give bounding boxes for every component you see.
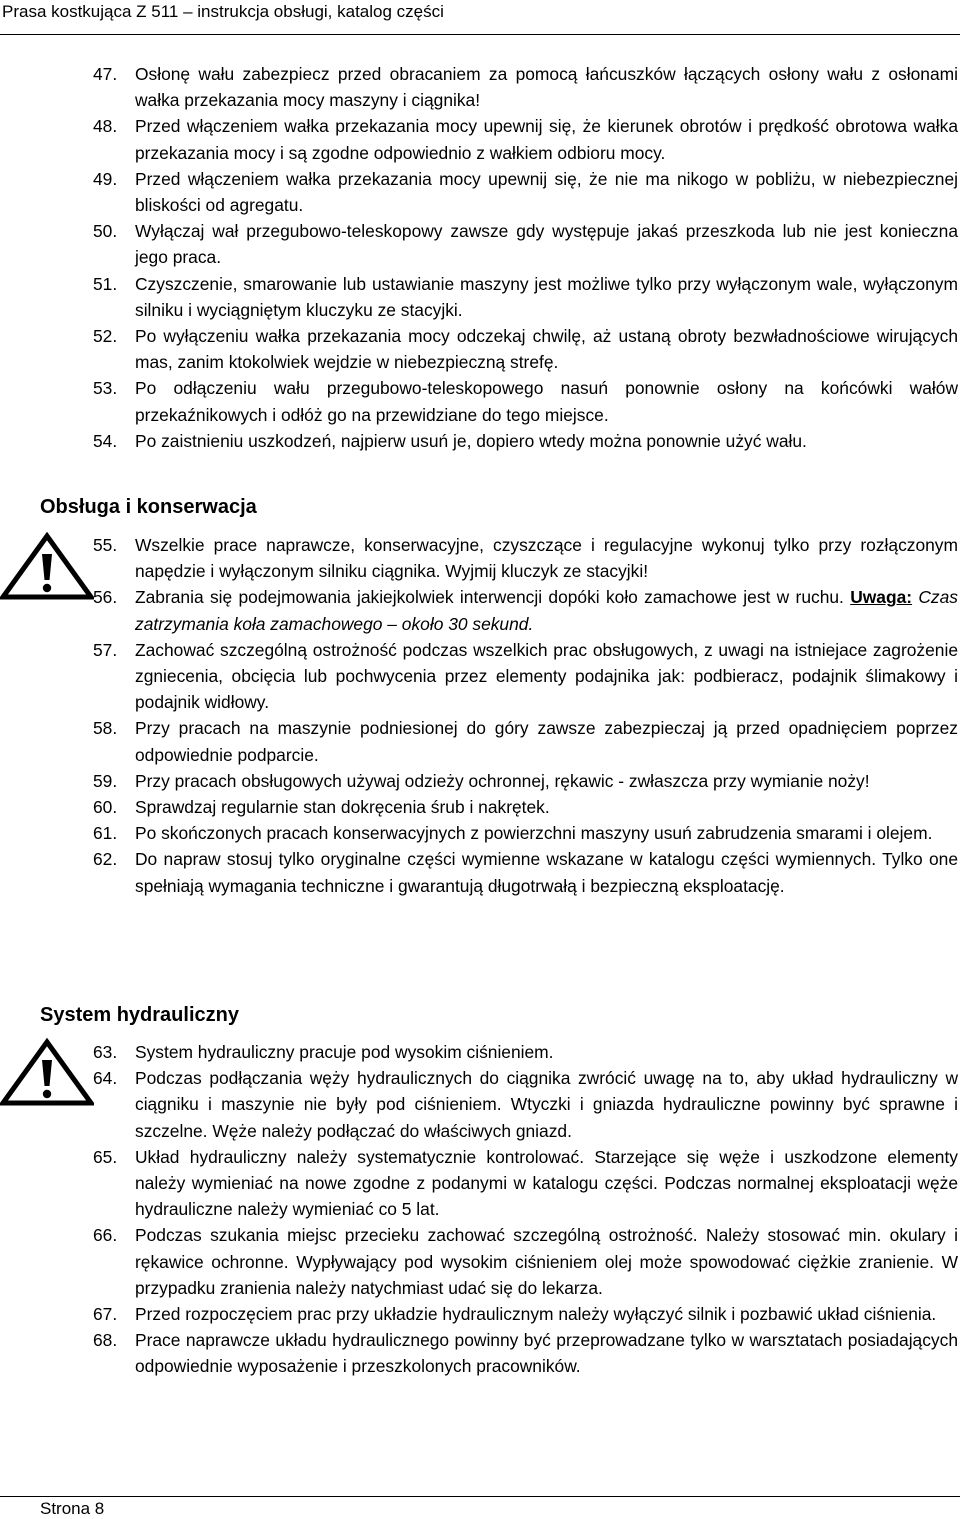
item-number: 60. [93, 797, 118, 818]
item-number: 52. [93, 326, 118, 347]
item-text: Czyszczenie, smarowanie lub ustawianie maszyny jest możliwe tylko przy wyłączonym wale, wyłączonym silniku i wyciągniętym kluczyku ze stacyjki. [135, 273, 958, 320]
list-item [93, 113, 958, 165]
list-item [93, 794, 958, 820]
warning-triangle-icon [0, 532, 94, 600]
list-item [93, 375, 958, 427]
item-number: 62. [93, 849, 118, 870]
item-number: 53. [93, 378, 118, 399]
list-item [93, 1327, 958, 1379]
item-number: 47. [93, 64, 118, 84]
note-text: Czas zatrzymania koła zamachowego – około 30 sekund. [135, 587, 958, 634]
item-text: Układ hydrauliczny należy systematycznie kontrolować. Starzejące się węże i uszkodzone elementy należy wymieniać na nowe zgodne z podanymi w katalogu części. Podczas normalnej eksploatacji węże hydrauliczne należy wymieniać co 5 lat. [135, 1146, 958, 1220]
item-text: Wszelkie prace naprawcze, konserwacyjne, czyszczące i regulacyjne wykonuj tylko przy rozłączonym napędzie i wyłączonym silniku ciągnika. Wyjmij kluczyk ze stacyjki! [135, 535, 958, 582]
item-text: Wyłączaj wał przegubowo-teleskopowy zawsze gdy występuje jakaś przeszkoda lub nie jest konieczna jego praca. [135, 221, 958, 268]
list-item [93, 271, 958, 323]
list-item [93, 1144, 958, 1223]
item-text-main: Zabrania się podejmowania jakiejkolwiek interwencji dopóki koło zamachowe jest w ruchu. [135, 587, 844, 608]
note-label: Uwaga: [850, 587, 913, 608]
item-number: 63. [93, 1042, 118, 1062]
list-item [93, 532, 958, 584]
item-number: 56. [93, 587, 118, 608]
item-number: 55. [93, 535, 118, 555]
hydraulics-list [93, 1039, 958, 1380]
item-text: Przed rozpoczęciem prac przy układzie hydraulicznym należy wyłączyć silnik i pozbawić układ ciśnienia. [135, 1304, 937, 1325]
warning-triangle-icon [0, 1038, 94, 1106]
maintenance-list [93, 532, 958, 899]
list-item [93, 61, 958, 113]
item-text: Zachować szczególną ostrożność podczas wszelkich prac obsługowych, z uwagi na istniejace zagrożenie zgniecenia, obcięcia lub pochwycenia przez elementy podajnika jak: podbieracz, podajnik ślimakowy i podajnik widłowy. [135, 639, 958, 713]
item-text: Po wyłączeniu wałka przekazania mocy odczekaj chwilę, aż ustaną obroty bezwładnościowe wirujących mas, zanim ktokolwiek wejdzie w niebezpieczną strefę. [135, 326, 958, 373]
item-number: 67. [93, 1304, 118, 1325]
item-number: 49. [93, 168, 118, 189]
item-text: Podczas podłączania węży hydraulicznych do ciągnika zwrócić uwagę na to, aby układ hydrauliczny w ciągniku i maszynie nie były pod ciśnieniem. Wtyczki i gniazda hydrauliczne powinny być sprawne i szczelne. Węże należy podłączać do właściwych gniazd. [135, 1068, 958, 1141]
item-text: Sprawdzaj regularnie stan dokręcenia śrub i nakrętek. [135, 797, 550, 818]
list-item [93, 820, 958, 846]
section-title-maintenance: Obsługa i konserwacja [40, 496, 257, 518]
list-item [93, 1301, 958, 1327]
item-number: 54. [93, 430, 118, 451]
item-number: 58. [93, 718, 118, 739]
item-number: 59. [93, 770, 118, 791]
page-footer [0, 1496, 960, 1518]
item-text: Po skończonych pracach konserwacyjnych z powierzchni maszyny usuń zabrudzenia smarami i olejem. [135, 823, 933, 844]
item-text: Przed włączeniem wałka przekazania mocy upewnij się, że nie ma nikogo w pobliżu, w niebezpiecznej bliskości od agregatu. [135, 168, 958, 216]
item-number: 61. [93, 823, 118, 844]
list-item [93, 1039, 958, 1065]
list-item [93, 1222, 958, 1301]
item-number: 68. [93, 1330, 118, 1351]
item-number: 50. [93, 221, 118, 242]
item-text: Po zaistnieniu uszkodzeń, najpierw usuń je, dopiero wtedy można ponownie użyć wału. [135, 430, 807, 451]
item-text: Przed włączeniem wałka przekazania mocy upewnij się, że kierunek obrotów i prędkość obrotowa wałka przekazania mocy i są zgodne odpowiednio z wałkiem odbioru mocy. [135, 116, 958, 163]
item-number: 66. [93, 1225, 118, 1246]
item-number: 64. [93, 1068, 118, 1089]
list-item [93, 218, 958, 270]
item-number: 51. [93, 273, 118, 294]
list-item [93, 323, 958, 375]
list-item [93, 428, 958, 454]
item-text [135, 584, 958, 636]
list-item [93, 1065, 958, 1144]
section-title-hydraulics: System hydrauliczny [40, 1004, 239, 1026]
item-text: Osłonę wału zabezpiecz przed obracaniem za pomocą łańcuszków łączących osłony wału z osłonami wałka przekazania mocy maszyny i ciągnika! [135, 64, 958, 111]
list-item [93, 715, 958, 767]
list-item [93, 768, 958, 794]
page-number: Strona 8 [40, 1499, 105, 1518]
document-title: Prasa kostkująca Z 511 – instrukcja obsługi, katalog części [2, 2, 444, 21]
item-text: Do napraw stosuj tylko oryginalne części wymienne wskazane w katalogu części wymiennych. Tylko one spełniają wymagania techniczne i gwarantują długotrwałą i bezpieczną eksploatację. [135, 849, 958, 896]
list-item [93, 584, 958, 636]
list-item [93, 637, 958, 716]
safety-list-shaft [93, 61, 958, 454]
item-number: 57. [93, 639, 118, 660]
page-header [0, 0, 960, 35]
item-number: 65. [93, 1146, 118, 1167]
item-text: Po odłączeniu wału przegubowo-teleskopowego nasuń ponownie osłony na końcówki wałów przekaźnikowych i odłóż go na przewidziane do tego miejsce. [135, 378, 958, 425]
list-item [93, 166, 958, 218]
item-text: System hydrauliczny pracuje pod wysokim ciśnieniem. [135, 1042, 554, 1062]
item-text: Przy pracach na maszynie podniesionej do góry zawsze zabezpieczaj ją przed opadnięciem poprzez odpowiednie podparcie. [135, 718, 958, 765]
list-item [93, 846, 958, 898]
item-text: Przy pracach obsługowych używaj odzieży ochronnej, rękawic - zwłaszcza przy wymianie noży! [135, 770, 870, 791]
item-text: Prace naprawcze układu hydraulicznego powinny być przeprowadzane tylko w warsztatach posiadających odpowiednie wyposażenie i przeszkolonych pracowników. [135, 1330, 958, 1377]
item-text: Podczas szukania miejsc przecieku zachować szczególną ostrożność. Należy stosować min. okulary i rękawice ochronne. Wypływający pod wysokim ciśnieniem olej może spowodować ciężkie zranienie. W przypadku zranienia należy natychmiast udać się do lekarza. [135, 1225, 958, 1298]
item-number: 48. [93, 116, 118, 137]
